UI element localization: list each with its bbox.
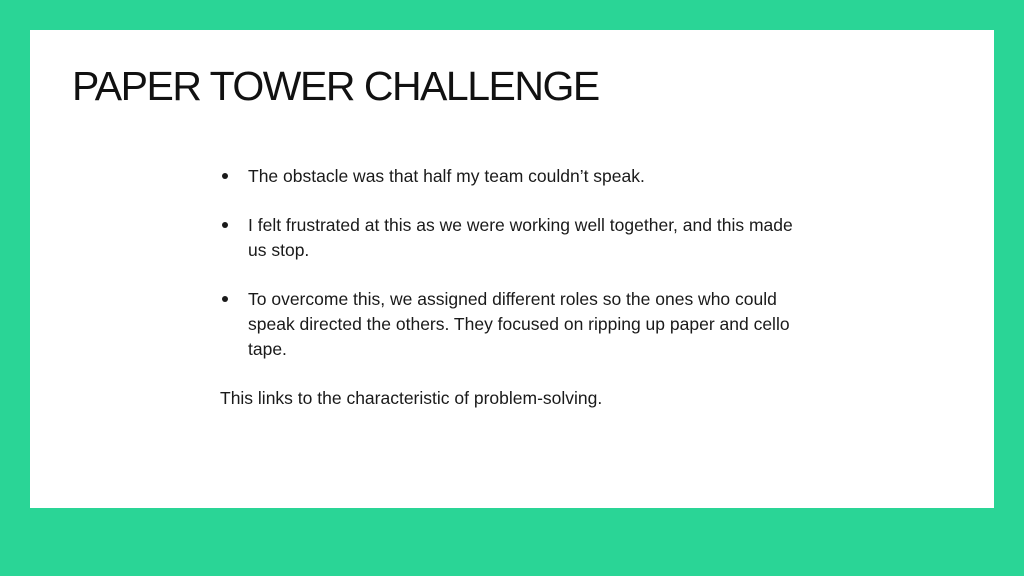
bullet-text: I felt frustrated at this as we were working well together, and this made us stop. (248, 215, 793, 260)
slide-title: PAPER TOWER CHALLENGE (72, 63, 599, 109)
conclusion-text: This links to the characteristic of problem-solving. (220, 388, 603, 408)
slide-content (220, 164, 800, 411)
bullet-list (220, 164, 800, 362)
bullet-item (220, 164, 800, 189)
bullet-text: The obstacle was that half my team couldn’t speak. (248, 166, 645, 186)
bullet-dot-icon (222, 222, 228, 228)
bullet-dot-icon (222, 173, 228, 179)
slide (30, 30, 994, 508)
bullet-item (220, 287, 800, 362)
bullet-item (220, 213, 800, 263)
bullet-text: To overcome this, we assigned different roles so the ones who could speak directed the others. They focused on ripping up paper and cello tape. (248, 289, 790, 359)
bullet-dot-icon (222, 296, 228, 302)
